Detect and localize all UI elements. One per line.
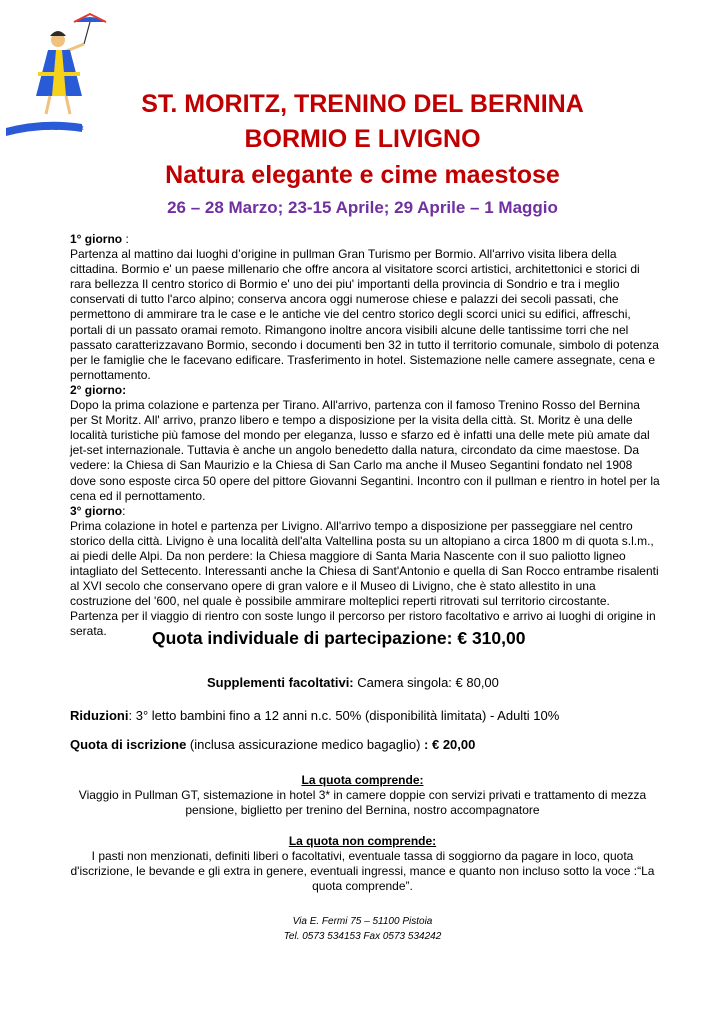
- supplementi: [207, 675, 499, 690]
- day-3-text: Prima colazione in hotel e partenza per Livigno. All'arrivo tempo a disposizione per passeggiare nel centro storico della città. Livigno è una località dell'alta Valtellina posta su un altopiano a circa 1800 m di quota s.l.m., ai piedi delle Alpi. Da non perdere: la Chiesa maggiore di Santa Maria Nascente con il suo paliotto ligneo intagliato del Settecento. Interessanti anche la Chiesa di Sant'Antonio e quella di San Rocco entrambe risalenti al XVI secolo che conservano opere di gran valore e il Museo di Livigno, che è stato allestito in una costruzione del '600, nel quale è possibile ammirare molteplici reperti ritrovati sul territorio circostante. Partenza per il viaggio di rientro con soste lungo il percorso per ristoro facoltativo e arrivo ai luoghi di origine in serata.: [70, 518, 659, 639]
- day-2-text: Dopo la prima colazione e partenza per Tirano. All'arrivo, partenza con il famoso Trenino Rosso del Bernina per St Moritz. All' arrivo, pranzo libero e tempo a disposizione per la visita della città. St. Moritz è una delle località turistiche più famose del mondo per eleganza, lusso e sfarzo ed è infatti una delle mete più amate dal jet-set internazionale. Tuttavia è anche un angolo benedetto dalla natura, circondato da cime maestose. Da vedere: la Chiesa di San Maurizio e la Chiesa di San Carlo ma anche il Museo Segantini fondato nel 1908 dove sono esposte circa 50 opere del pittore Giovanni Segantini. Incontro con il pullman e rientro in hotel per la cena ed il pernottamento.: [70, 398, 660, 503]
- itinerary: [70, 232, 660, 640]
- quota-label: Quota individuale di partecipazione:: [152, 628, 453, 648]
- day-2: [70, 383, 660, 398]
- day-3-label: 3° giorno: [70, 503, 123, 518]
- logo-text: CRAZY TOUR: [40, 126, 85, 132]
- title-line-1: ST. MORITZ, TRENINO DEL BERNINA: [141, 90, 584, 118]
- excludes-text: I pasti non menzionati, definiti liberi o facoltativi, eventuale tassa di soggiorno da pagare in loco, quota d'iscrizione, le bevande e gli extra in genere, eventuali ingressi, mance e quanto non incluso sotto la voce :“La quota comprende”.: [70, 849, 655, 893]
- day-1-text: Partenza al mattino dai luoghi d’origine in pullman Gran Turismo per Bormio. All'arrivo visita libera della cittadina. Bormio e' un paese millenario che offre ancora al visitatore scorci artistici, architettonici e storici di rara bellezza Il centro storico di Bormio e' uno dei piu' importanti della provincia di Sondrio e tra i meglio conservati di tutto l'arco alpino; conserva ancora oggi numerose chiese e palazzi dei secoli passati, che permettono di ammirare tra le case e le antiche vie del centro storico degli scorci unici su edifici, affreschi, portali di un passato oramai remoto. Rimangono inoltre ancora visibili alcune delle tantissime torri che nel passato caratterizzavano Bormio, secondo i documenti ben 32 in tutto il territorio comunale, simbolo di potenza per le famiglie che le facevano edificare. Trasferimento in hotel. Sistemazione nelle camere assegnate, cena e pernottamento.: [70, 247, 659, 382]
- riduzioni: [70, 708, 559, 723]
- day-3: [70, 504, 660, 519]
- day-2-label: 2° giorno:: [70, 382, 127, 397]
- riduzioni-label: Riduzioni: [70, 708, 129, 723]
- iscrizione-label: Quota di iscrizione: [70, 737, 187, 752]
- iscrizione-note: (inclusa assicurazione medico bagaglio): [186, 737, 425, 752]
- day-1-separator: :: [122, 232, 129, 246]
- travel-dates: 26 – 28 Marzo; 23-15 Aprile; 29 Aprile – 1 Maggio: [167, 198, 558, 217]
- quota-value: € 310,00: [457, 628, 526, 648]
- day-3-separator: :: [122, 503, 126, 518]
- excludes-heading: La quota non comprende:: [288, 834, 437, 848]
- iscrizione-value: : € 20,00: [424, 737, 476, 752]
- title-line-2: BORMIO E LIVIGNO: [244, 125, 481, 153]
- day-1-label: 1° giorno: [70, 232, 123, 246]
- day-1: [70, 232, 660, 247]
- includes-text: Viaggio in Pullman GT, sistemazione in hotel 3* in camere doppie con servizi privati e trattamento di mezza pensione, biglietto per trenino del Bernina, nostro accompagnatore: [78, 788, 647, 817]
- footer-phone: Tel. 0573 534153 Fax 0573 534242: [283, 931, 442, 942]
- includes-section: [60, 773, 665, 818]
- quota-iscrizione: [70, 737, 475, 752]
- footer-address: Via E. Fermi 75 – 51100 Pistoia: [292, 916, 433, 927]
- quota-individuale: [152, 628, 525, 649]
- includes-heading: La quota comprende:: [301, 773, 424, 787]
- riduzioni-value: : 3° letto bambini fino a 12 anni n.c. 50% (disponibilità limitata) - Adulti 10%: [128, 708, 560, 723]
- footer: [0, 914, 725, 944]
- supplementi-value: Camera singola: € 80,00: [353, 675, 499, 690]
- subtitle: Natura elegante e cime maestose: [165, 161, 560, 189]
- excludes-section: [60, 834, 665, 894]
- supplementi-label: Supplementi facoltativi:: [207, 675, 354, 690]
